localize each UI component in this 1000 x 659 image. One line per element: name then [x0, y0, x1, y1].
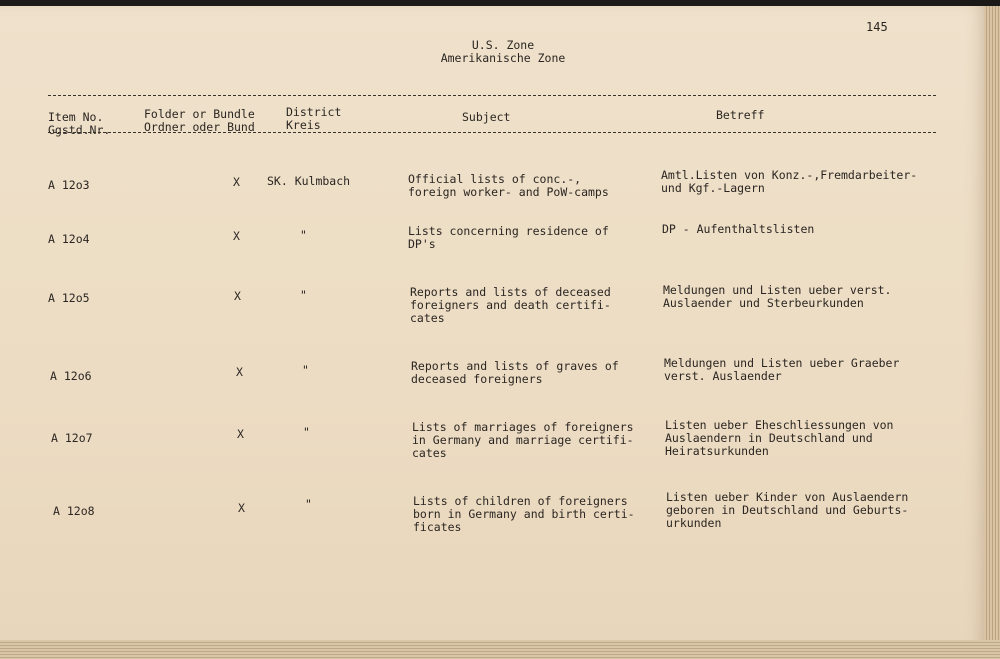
item-number: A 12o8 [53, 504, 95, 518]
subject-line: Official lists of conc.-, [408, 172, 582, 186]
folder-mark: X [233, 175, 240, 189]
item-number: A 12o3 [48, 178, 90, 192]
zone-subtitle: Amerikanische Zone [440, 51, 566, 65]
betreff-line: Listen ueber Eheschliessungen von [665, 418, 894, 432]
folder-mark: X [236, 365, 243, 379]
folder-mark: X [238, 501, 245, 515]
page-number: 145 [866, 20, 888, 34]
betreff-line: DP - Aufenthaltslisten [662, 222, 815, 236]
subject-line: foreign worker- and PoW-camps [408, 185, 609, 199]
subject-line: cates [412, 446, 447, 460]
header-top-rule [48, 95, 936, 96]
document-page [0, 6, 988, 652]
subject-line: Lists of children of foreigners [413, 494, 628, 508]
betreff-line: Auslaender und Sterbeurkunden [663, 296, 864, 310]
district: " [300, 228, 307, 242]
folder-mark: X [237, 427, 244, 441]
header-district-en: District [286, 105, 342, 119]
subject-line: born in Germany and birth certi- [413, 507, 635, 521]
betreff-line: Listen ueber Kinder von Auslaendern [666, 490, 909, 504]
subject-line: Reports and lists of graves of [411, 359, 619, 373]
header-subject: Subject [462, 110, 511, 124]
subject-line: in Germany and marriage certifi- [412, 433, 634, 447]
district: SK. Kulmbach [267, 174, 351, 188]
district: " [302, 363, 309, 377]
betreff-line: Meldungen und Listen ueber verst. [663, 283, 892, 297]
betreff-line: geboren in Deutschland und Geburts- [666, 503, 909, 517]
betreff-line: Auslaendern in Deutschland und [665, 431, 873, 445]
header-item-en: Item No. [48, 110, 104, 124]
betreff-line: urkunden [666, 516, 722, 530]
subject-line: Reports and lists of deceased [410, 285, 611, 299]
betreff-line: Heiratsurkunden [665, 444, 769, 458]
subject-line: foreigners and death certifi- [410, 298, 611, 312]
subject-line: Lists of marriages of foreigners [412, 420, 634, 434]
page-stack-edge [984, 6, 1000, 652]
betreff-line: und Kgf.-Lagern [661, 181, 765, 195]
page-stack-bottom [0, 640, 1000, 659]
district: " [303, 425, 310, 439]
subject-line: deceased foreigners [411, 372, 543, 386]
header-bottom-rule [48, 132, 936, 133]
header-betreff: Betreff [716, 108, 765, 122]
subject-line: cates [410, 311, 445, 325]
header-item-de: Ggstd.Nr. [48, 123, 111, 137]
header-district-de: Kreis [286, 118, 321, 132]
subject-line: DP's [408, 237, 436, 251]
folder-mark: X [234, 289, 241, 303]
header-folder-en: Folder or Bundle [144, 107, 255, 121]
item-number: A 12o5 [48, 291, 90, 305]
district: " [305, 497, 312, 511]
district: " [300, 288, 307, 302]
zone-title: U.S. Zone [471, 38, 535, 52]
betreff-line: Amtl.Listen von Konz.-,Fremdarbeiter- [661, 168, 918, 182]
item-number: A 12o4 [48, 232, 90, 246]
betreff-line: Meldungen und Listen ueber Graeber [664, 356, 900, 370]
item-number: A 12o7 [51, 431, 93, 445]
betreff-line: verst. Auslaender [664, 369, 782, 383]
subject-line: Lists concerning residence of [408, 224, 609, 238]
item-number: A 12o6 [50, 369, 92, 383]
folder-mark: X [233, 229, 240, 243]
header-folder-de: Ordner oder Bund [144, 120, 255, 134]
subject-line: ficates [413, 520, 462, 534]
